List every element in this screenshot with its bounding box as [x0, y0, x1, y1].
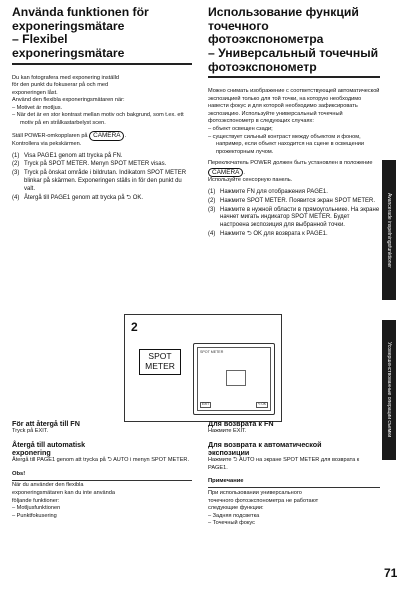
list-item — [12, 195, 192, 203]
russian-power-suffix: . — [243, 169, 245, 176]
russian-title-line-4: фотоэкспонометр — [208, 59, 317, 74]
step-number: (1) — [12, 152, 20, 159]
step-text: Нажмите ⮌ OK для возврата к PAGE1. — [220, 230, 328, 237]
swedish-intro-line-2: för den punkt du fokuserar på och med — [12, 82, 109, 89]
swedish-title-rule — [12, 63, 192, 65]
lcd-screen-inner — [197, 347, 271, 411]
russian-bullet-2: – существует сильный контраст между объектом и фоном, например, если объект находится на сцене в освещении прожекторным лучом. — [208, 133, 365, 155]
swedish-bullet-2: – När det är en stor kontrast mellan motiv och bakgrund, som t.ex. ett motiv på en strålkastarbelyst scen. — [12, 112, 184, 126]
lcd-screen-illustration — [193, 343, 275, 415]
page-number: 71 — [384, 566, 398, 580]
russian-section-tab: Усовершенствованные операции съемки — [382, 320, 396, 460]
screen-title: SPOT METER — [200, 350, 224, 354]
russian-title-rule — [208, 76, 380, 78]
spot-meter-label-line-1: SPOT — [148, 351, 172, 361]
swedish-intro-line-3: exponeringen låst. — [12, 89, 58, 96]
russian-auto-title-line-2: экспозиции — [208, 448, 250, 458]
swedish-return-fn-text: Tryck på EXIT. — [12, 427, 49, 434]
step-text: Tryck på SPOT METER. Menyn SPOT METER visas. — [24, 161, 167, 168]
step-number: (3) — [208, 206, 216, 213]
swedish-lower-section — [12, 420, 192, 520]
figure-number: 2 — [131, 320, 138, 334]
swedish-section-tab: Avancerade inspelningsfunktioner — [382, 160, 396, 300]
swedish-column — [12, 6, 192, 203]
russian-title — [208, 6, 380, 74]
russian-return-fn-title: Для возврата к FN — [208, 419, 274, 428]
swedish-power-prefix: Ställ POWER-omkopplaren på — [12, 133, 88, 140]
step-text: Нажмите SPOT METER. Появится экран SPOT METER. — [220, 197, 376, 204]
russian-note-line-3: следующие функции: — [208, 505, 264, 512]
list-item — [12, 170, 192, 193]
russian-column — [208, 6, 380, 240]
step-text: Tryck på önskat område i bildrutan. Indikatorn SPOT METER blinkar på skärmen. Exponeringen ställs in för den punkt du valt. — [24, 170, 187, 192]
swedish-intro — [12, 75, 192, 105]
swedish-power-line — [12, 131, 192, 141]
swedish-title — [12, 6, 192, 61]
russian-note-line-2: точечного фотоэкспонометра не работают — [208, 497, 319, 504]
swedish-note-line-2: exponeringsmätaren kan du inte använda — [12, 490, 115, 497]
russian-title-line-1: Использование функций — [208, 5, 359, 19]
swedish-panel-line: Kontrollera via pekskärmen. — [12, 141, 82, 148]
spot-meter-button-illustration — [139, 349, 181, 375]
list-item — [208, 231, 380, 239]
swedish-bullet-1: – Motivet är motljus. — [12, 104, 63, 111]
swedish-title-line-3: – Flexibel — [12, 32, 68, 47]
russian-auto-title — [208, 441, 380, 457]
russian-panel-line: Используйте сенсорную панель. — [208, 177, 293, 184]
swedish-note-line-3: följande funktioner: — [12, 497, 60, 504]
swedish-intro-line-1: Du kan fotografera med exponering inställd — [12, 74, 119, 81]
step-number: (2) — [208, 197, 216, 204]
step-number: (1) — [208, 188, 216, 195]
swedish-note-line-4: – Motljusfunktionen — [12, 505, 61, 512]
swedish-auto-title — [12, 441, 192, 457]
swedish-auto-text: Återgå till PAGE1 genom att trycka på ⮌ AUTO i menyn SPOT METER. — [12, 457, 190, 464]
illustration-figure — [124, 314, 282, 422]
list-item — [12, 153, 192, 161]
russian-power-line — [208, 160, 380, 177]
step-text: Нажмите FN для отображения PAGE1. — [220, 188, 328, 195]
russian-note-line-4: – Задняя подсветка — [208, 512, 260, 519]
russian-steps — [208, 189, 380, 239]
russian-auto-text: Нажмите ⮌ AUTO на экране SPOT METER для возврата к PAGE1. — [208, 457, 360, 471]
swedish-power-suffix: . — [124, 133, 127, 140]
step-text: Återgå till PAGE1 genom att trycka på ⮌ OK. — [24, 194, 144, 201]
step-number: (2) — [12, 161, 20, 168]
swedish-title-line-4: exponeringsmätare — [12, 45, 125, 60]
swedish-title-line-1: Använda funktionen för — [12, 5, 149, 19]
russian-title-line-2: точечного фотоэкспонометра — [208, 18, 324, 47]
russian-return-fn-text: Нажмите EXIT. — [208, 427, 247, 434]
screen-ok-button: ⮌ OK — [257, 402, 266, 407]
step-text: Нажмите в нужной области в прямоугольнике. На экране начнет мигать индикатор SPOT METER. Будет настроена экспозиция для выбранной точки. — [220, 206, 380, 229]
screen-exit-button: EXIT — [202, 402, 210, 407]
russian-note-title: Примечание — [208, 478, 244, 485]
russian-note-rule — [208, 487, 380, 488]
spot-meter-label-line-2: METER — [145, 360, 175, 371]
swedish-intro-line-4: Använd den flexibla exponeringsmätaren när: — [12, 97, 125, 104]
list-item — [208, 207, 380, 230]
swedish-note-title: Obs! — [12, 470, 26, 477]
russian-note-line-5: – Точечный фокус — [208, 520, 255, 527]
russian-bullet-1: – объект освещен сзади; — [208, 126, 273, 133]
spot-frame-icon — [226, 370, 246, 386]
swedish-note-rule — [12, 480, 192, 481]
list-item — [208, 198, 380, 206]
camera-position-badge: CAMERA — [208, 168, 243, 178]
step-number: (4) — [12, 194, 20, 201]
swedish-steps — [12, 153, 192, 203]
russian-lower-section — [208, 420, 380, 528]
russian-intro: Можно снимать изображение с соответствующей автоматической экспозицией только для той точки, на которую необходимо навести фокус и для которой необходимо зафиксировать экспозицию. Используйте универсальный точечный фотоэкспонометр в следующих случаях: — [208, 88, 380, 125]
step-number: (4) — [208, 230, 216, 237]
swedish-return-fn-title: För att återgå till FN — [12, 419, 80, 428]
swedish-auto-title-line-2: exponering — [12, 448, 51, 458]
russian-auto-title-line-1: Для возврата к автоматической — [208, 440, 322, 450]
swedish-auto-title-line-1: Återgå till automatisk — [12, 440, 86, 450]
swedish-note-line-5: – Punktfokusering — [12, 512, 57, 519]
step-number: (3) — [12, 170, 20, 177]
step-text: Visa PAGE1 genom att trycka på FN. — [24, 152, 123, 159]
russian-power-prefix: Переключатель POWER должен быть установлен в положение — [208, 160, 373, 167]
swedish-note-line-1: När du använder den flexibla — [12, 482, 84, 489]
russian-note-line-1: При использовании универсального — [208, 490, 302, 497]
list-item — [208, 189, 380, 197]
list-item — [12, 161, 192, 169]
camera-position-badge: CAMERA — [89, 131, 124, 141]
russian-title-line-3: – Универсальный точечный — [208, 45, 379, 60]
swedish-title-line-2: exponeringsmätare — [12, 18, 125, 33]
